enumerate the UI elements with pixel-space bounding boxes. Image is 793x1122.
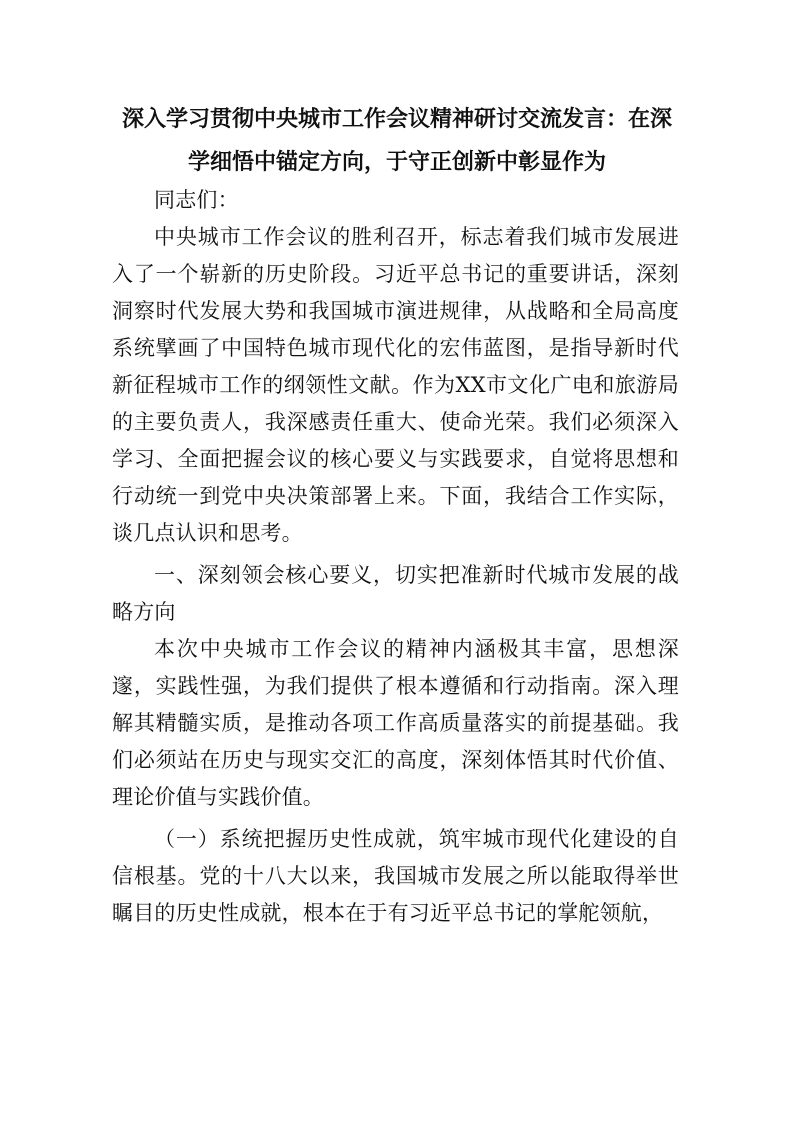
paragraph-intro: 中央城市工作会议的胜利召开，标志着我们城市发展进入了一个崭新的历史阶段。习近平总书记的重要讲话，深刻洞察时代发展大势和我国城市演进规律，从战略和全局高度系统擘画了中国特色城市现代化的宏伟蓝图，是指导新时代新征程城市工作的纲领性文献。作为XX市文化广电和旅游局的主要负责人，我深感责任重大、使命光荣。我们必须深入学习、全面把握会议的核心要义与实践要求，自觉将思想和行动统一到党中央决策部署上来。下面，我结合工作实际，谈几点认识和思考。 (112, 225, 679, 545)
document-body (112, 182, 679, 932)
salutation: 同志们： (154, 188, 239, 212)
paragraph-section-1: 本次中央城市工作会议的精神内涵极其丰富，思想深邃，实践性强，为我们提供了根本遵循和行动指南。深入理解其精髓实质，是推动各项工作高质量落实的前提基础。我们必须站在历史与现实交汇的高度，深刻体悟其时代价值、理论价值与实践价值。 (112, 637, 679, 809)
section-heading-1: 一、深刻领会核心要义，切实把准新时代城市发展的战略方向 (112, 563, 679, 624)
document-title: 深入学习贯彻中央城市工作会议精神研讨交流发言：在深学细悟中锚定方向，于守正创新中彰显作为 (121, 107, 672, 175)
subsection-heading-1: （一）系统把握历史性成就，筑牢城市现代化建设的自信根基。党的十八大以来，我国城市发展之所以能取得举世瞩目的历史性成就，根本在于有习近平总书记的掌舵领航， (112, 827, 679, 925)
